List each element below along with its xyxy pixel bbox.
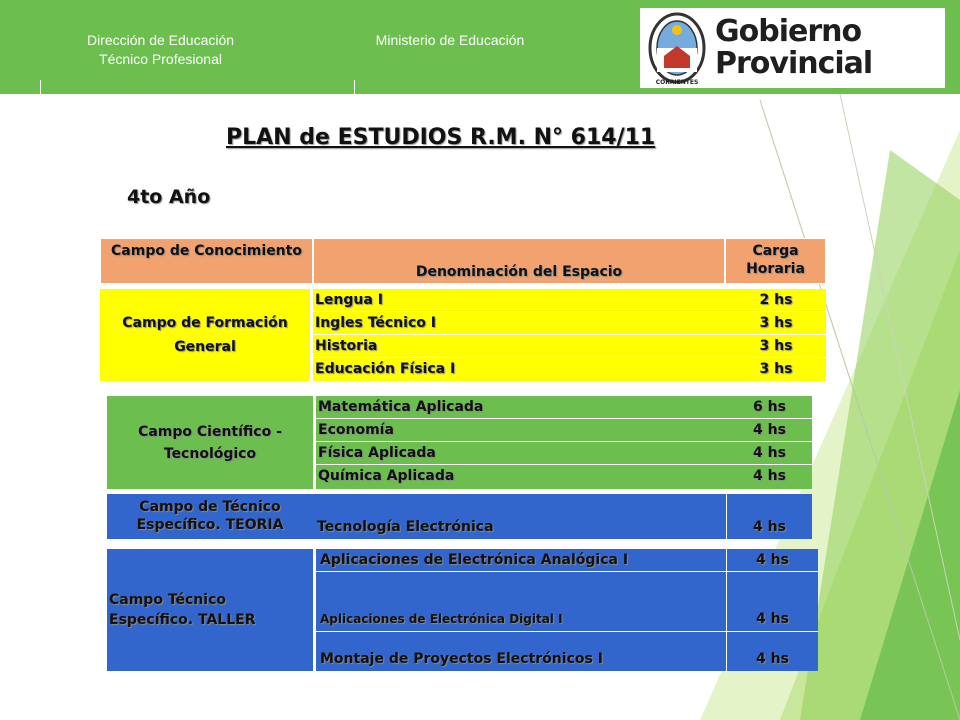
subject-hours: 4 hs xyxy=(727,632,818,671)
subject-hours: 4 hs xyxy=(727,549,818,572)
subject-name: Química Aplicada xyxy=(316,465,727,489)
header-ministerio: Ministerio de Educación xyxy=(375,32,525,48)
subject-hours: 4 hs xyxy=(727,442,812,465)
subject-hours: 3 hs xyxy=(726,358,826,381)
subject-name: Tecnología Electrónica xyxy=(313,494,727,539)
subject-hours: 4 hs xyxy=(727,572,818,632)
column-header-carga: Carga Horaria xyxy=(725,238,826,284)
gobierno-logo xyxy=(640,8,945,88)
campo-tecnico-taller: Campo Técnico Específico. TALLER xyxy=(107,549,313,671)
subject-name: Educación Física I xyxy=(313,358,726,381)
subject-name: Lengua I xyxy=(313,289,726,312)
subject-name: Ingles Técnico I xyxy=(313,312,726,335)
subject-name: Aplicaciones de Electrónica Analógica I xyxy=(316,549,727,572)
subject-name: Montaje de Proyectos Electrónicos I xyxy=(316,632,727,671)
subject-hours: 4 hs xyxy=(727,494,812,539)
subject-name: Matemática Aplicada xyxy=(316,396,727,419)
subject-hours: 2 hs xyxy=(726,289,826,312)
corrientes-seal-icon xyxy=(642,8,712,88)
seal-text: CORRIENTES xyxy=(655,79,699,86)
subject-hours: 4 hs xyxy=(727,419,812,442)
gobierno-provincial-wordmark xyxy=(715,16,872,80)
subject-name: Economía xyxy=(316,419,727,442)
campo-cientifico-tecnologico: Campo Científico - Tecnológico xyxy=(107,396,313,489)
page-title: PLAN de ESTUDIOS R.M. N° 614/11 xyxy=(226,125,656,150)
campo-formacion-general: Campo de Formación General xyxy=(100,289,310,381)
brand-line1: Gobierno xyxy=(715,14,862,49)
header-divider-left xyxy=(40,80,41,94)
subject-hours: 3 hs xyxy=(726,335,826,358)
subject-name: Historia xyxy=(313,335,726,358)
column-header-campo: Campo de Conocimiento xyxy=(100,238,313,284)
subject-hours: 6 hs xyxy=(727,396,812,419)
campo-tecnico-teoria: Campo de Técnico Específico. TEORIA xyxy=(107,494,313,539)
subject-hours: 3 hs xyxy=(726,312,826,335)
header-direccion-line2: Técnico Profesional xyxy=(99,51,222,67)
subject-name: Aplicaciones de Electrónica Digital I xyxy=(316,572,727,632)
subject-hours: 4 hs xyxy=(727,465,812,489)
subject-name: Física Aplicada xyxy=(316,442,727,465)
page-subtitle: 4to Año xyxy=(127,186,211,208)
header-divider-mid xyxy=(354,80,355,94)
column-header-denominacion: Denominación del Espacio xyxy=(313,238,725,284)
header-direccion xyxy=(38,31,283,69)
header-direccion-line1: Dirección de Educación xyxy=(86,32,235,48)
brand-line2: Provincial xyxy=(715,46,873,81)
